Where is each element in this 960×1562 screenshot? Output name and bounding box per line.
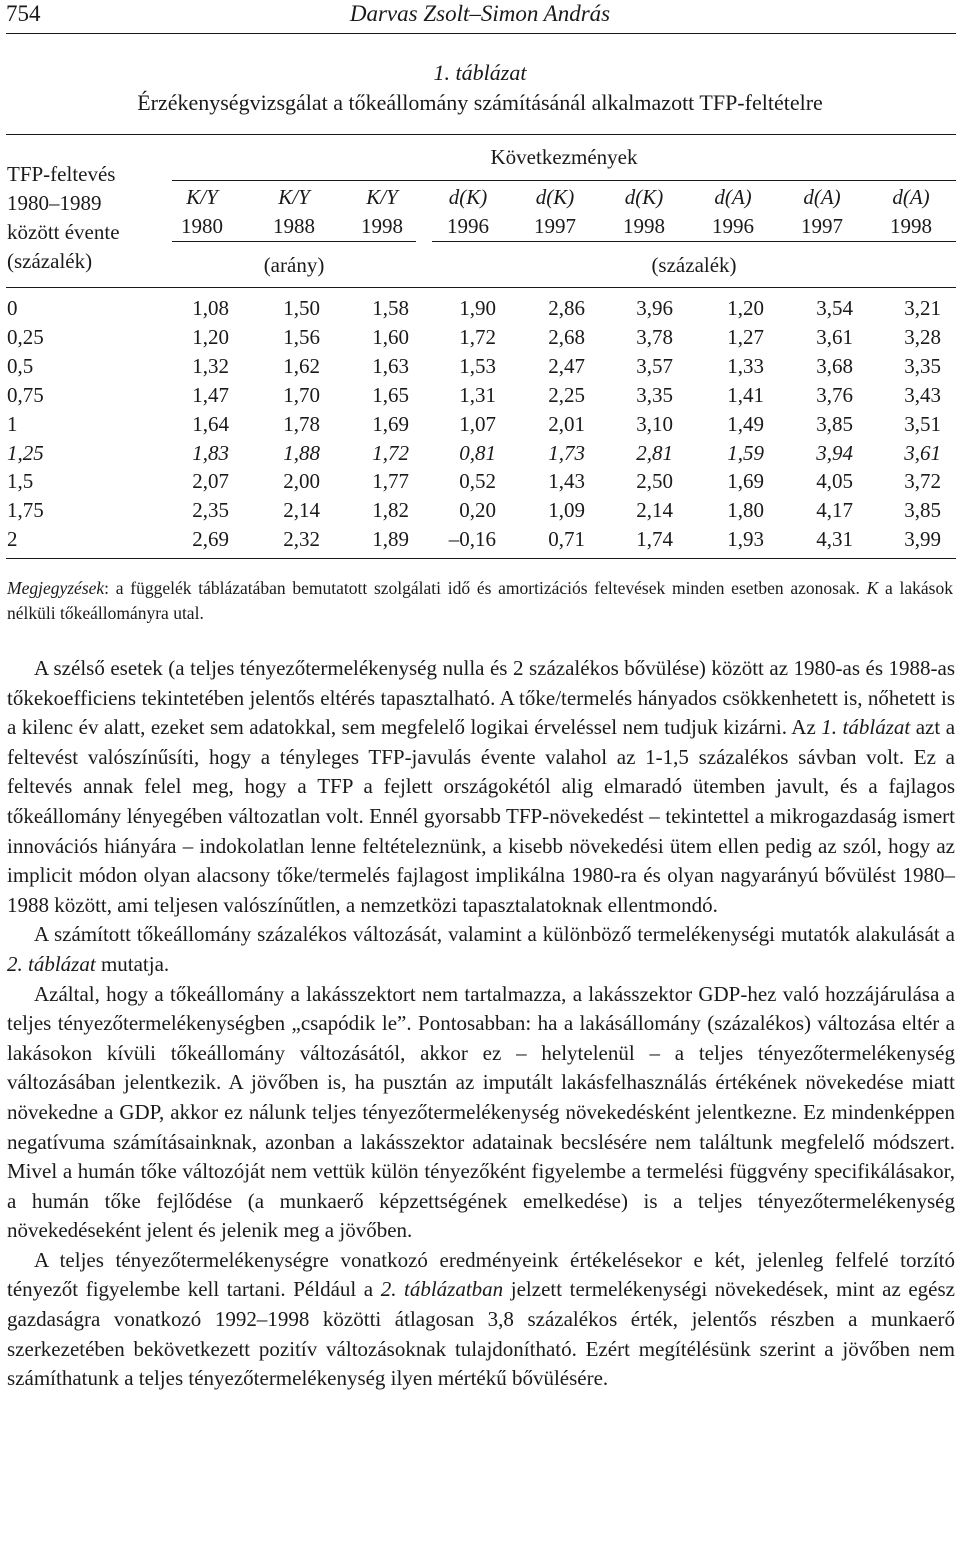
table-cell: 2,86 bbox=[548, 296, 585, 320]
page-number: 754 bbox=[6, 1, 41, 26]
body-text bbox=[7, 654, 955, 1394]
notes-label: Megjegyzések bbox=[7, 578, 105, 598]
column-variable: d(A) bbox=[714, 185, 752, 209]
table-reference: 2. táblázatban bbox=[380, 1277, 504, 1302]
table-cell: 3,61 bbox=[904, 440, 941, 465]
column-variable: d(A) bbox=[803, 185, 841, 209]
column-year: 1996 bbox=[712, 214, 754, 238]
notes-text: a lakások nélküli tőkeállományra utal. bbox=[7, 578, 953, 623]
table-cell: 3,43 bbox=[904, 382, 941, 407]
column-header bbox=[347, 183, 417, 241]
column-header bbox=[520, 183, 590, 241]
paragraph bbox=[7, 654, 955, 920]
column-variable: d(K) bbox=[448, 185, 488, 209]
table-cell: 0,81 bbox=[459, 440, 496, 465]
table-cell: 1,72 bbox=[372, 440, 409, 465]
table-cell: 1,20 bbox=[192, 324, 229, 349]
table-cell: 1,83 bbox=[192, 440, 229, 465]
table-cell: 1,80 bbox=[727, 498, 764, 523]
table-top-rule bbox=[6, 134, 956, 135]
table-cell: 1,63 bbox=[372, 353, 409, 378]
paragraph: Azáltal, hogy a tőkeállomány a lakásszektort nem tartalmazza, a lakásszektor GDP-hez való hozzájárulása a teljes tényezőtermelékenységben „csapódik le”. Pontosabban: ha a lakásállomány (százalékos) változása eltér a lakásokon kívüli tőkeállomány változásától, akkor ez – helytelenül – a teljes tényezőtermelékenység változásában jelentkezik. A jövőben is, ha pusztán az imputált lakásfelhasználás értékének növekedése miatt növekedne a GDP, akkor ez nálunk teljes tényezőtermelékenység növekedésként jelentkezne. Ez mindenképpen negatívuma számításainknak, azonban a lakásszektor adatainak becslésére nem találtunk megfelelő módszert. Mivel a humán tőke változóját nem vettük külön tényezőként figyelembe a termelési függvény specifikálásakor, a humán tőke fejlődése (a munkaerő képzettségének emelkedése) is a teljes tényezőtermelékenység növekedéseként jelent és jelenik meg a jövőben. bbox=[7, 981, 955, 1243]
header-rule bbox=[6, 33, 956, 34]
table-notes bbox=[7, 576, 953, 626]
table-cell: 1,62 bbox=[283, 353, 320, 378]
row-label: 0,25 bbox=[7, 324, 44, 349]
column-header bbox=[167, 183, 237, 241]
spanner-rule-ratio bbox=[172, 241, 416, 242]
column-header bbox=[698, 183, 768, 241]
spanner-rule-percent bbox=[432, 241, 956, 242]
table-cell: 2,81 bbox=[636, 440, 673, 465]
paragraph-text: A szélső esetek (a teljes tényezőtermelékenység nulla és 2 százalékos bővülése) között az 1980-as és 1988-as tőkekoefficiens tekintetében jelentős eltérés tapasztalható. A tőke/termelés hányados csökkenhetett is, nőhetett is a kilenc év alatt, ezeket sem adatokkal, sem megfelelő logikai érveléssel nem tudjuk kizárni. Az bbox=[7, 656, 955, 740]
column-year: 1980 bbox=[181, 214, 223, 238]
row-label: 0,75 bbox=[7, 382, 44, 407]
column-header bbox=[609, 183, 679, 241]
table-cell: 1,50 bbox=[283, 296, 320, 320]
row-label: 1 bbox=[7, 411, 18, 436]
table-cell: 1,65 bbox=[372, 382, 409, 407]
column-year: 1997 bbox=[801, 214, 843, 238]
table-cell: 2,00 bbox=[283, 469, 320, 494]
table-cell: 3,35 bbox=[904, 353, 941, 378]
table-title: Érzékenységvizsgálat a tőkeállomány számításánál alkalmazott TFP-feltételre bbox=[137, 90, 823, 115]
column-year: 1997 bbox=[534, 214, 576, 238]
column-variable: d(K) bbox=[624, 185, 664, 209]
table-cell: 3,85 bbox=[816, 411, 853, 436]
column-year: 1998 bbox=[890, 214, 932, 238]
spanner-consequences: Következmények bbox=[490, 145, 638, 169]
table-cell: 1,08 bbox=[192, 296, 229, 320]
stub-header-line: (százalék) bbox=[7, 249, 93, 273]
table-cell: 1,78 bbox=[283, 411, 320, 436]
column-header bbox=[876, 183, 946, 241]
column-variable: d(K) bbox=[535, 185, 575, 209]
table-cell: 3,10 bbox=[636, 411, 673, 436]
row-label: 0 bbox=[7, 296, 18, 320]
notes-text: : a függelék táblázatában bemutatott szolgálati idő és amortizációs feltevések minden esetben azonosak. bbox=[104, 578, 867, 598]
column-variable: K/Y bbox=[278, 185, 310, 209]
row-label: 2 bbox=[7, 527, 18, 552]
table-cell: 1,41 bbox=[727, 382, 764, 407]
table-cell: 2,69 bbox=[192, 527, 229, 552]
table-cell: 1,64 bbox=[192, 411, 229, 436]
table-cell: 3,85 bbox=[904, 498, 941, 523]
column-year: 1988 bbox=[273, 214, 315, 238]
row-label: 1,75 bbox=[7, 498, 44, 523]
row-label: 1,25 bbox=[7, 440, 44, 465]
stub-header-line: között évente bbox=[7, 220, 120, 244]
column-year: 1996 bbox=[447, 214, 489, 238]
table-cell: 1,69 bbox=[727, 469, 764, 494]
table-cell: 1,70 bbox=[283, 382, 320, 407]
table-cell: 1,73 bbox=[548, 440, 585, 465]
table-cell: 1,72 bbox=[459, 324, 496, 349]
column-variable: d(A) bbox=[892, 185, 930, 209]
table-reference: 2. táblázat bbox=[7, 951, 96, 976]
running-head: Darvas Zsolt–Simon András bbox=[349, 1, 611, 26]
table-cell: 3,57 bbox=[636, 353, 673, 378]
table-cell: 2,68 bbox=[548, 324, 585, 349]
table-cell: 1,58 bbox=[372, 296, 409, 320]
stub-header-line: 1980–1989 bbox=[7, 191, 102, 215]
table-cell: 3,51 bbox=[904, 411, 941, 436]
table-number: 1. táblázat bbox=[433, 60, 527, 85]
table-cell: 1,09 bbox=[548, 498, 585, 523]
column-variable: K/Y bbox=[366, 185, 398, 209]
table-cell: 1,47 bbox=[192, 382, 229, 407]
table-cell: 3,68 bbox=[816, 353, 853, 378]
table-header-bottom-rule bbox=[6, 287, 956, 288]
table-cell: 1,31 bbox=[459, 382, 496, 407]
table-cell: 1,90 bbox=[459, 296, 496, 320]
table-cell: 4,17 bbox=[816, 498, 853, 523]
table-cell: 0,71 bbox=[548, 527, 585, 552]
table-cell: 0,52 bbox=[459, 469, 496, 494]
table-cell: 3,54 bbox=[816, 296, 853, 320]
table-cell: 1,20 bbox=[727, 296, 764, 320]
table-cell: 2,50 bbox=[636, 469, 673, 494]
paragraph-text: jelzett termelékenységi növekedések, mint az egész gazdaságra vonatkozó 1992–1998 közötti átlagosan 3,8 százalékos érték, jelentős részben a munkaerő szerkezetében bekövetkezett pozitív változásoknak tulajdonítható. Ezért megítélésünk szerint a jövőben nem számíthatunk a teljes tényezőtermelékenység ilyen mértékű bővülésére. bbox=[7, 1277, 955, 1391]
spanner-rule-consequences bbox=[172, 180, 956, 181]
table-cell: –0,16 bbox=[448, 527, 496, 552]
table-cell: 1,82 bbox=[372, 498, 409, 523]
table-cell: 3,21 bbox=[904, 296, 941, 320]
table-cell: 1,77 bbox=[372, 469, 409, 494]
paragraph bbox=[7, 920, 955, 979]
table-cell: 2,32 bbox=[283, 527, 320, 552]
table-cell: 3,35 bbox=[636, 382, 673, 407]
paragraph-text: A számított tőkeállomány százalékos változását, valamint a különböző termelékenységi mutatók alakulását a bbox=[34, 922, 955, 947]
table-cell: 1,89 bbox=[372, 527, 409, 552]
table-cell: 4,31 bbox=[816, 527, 853, 552]
table-cell: 1,43 bbox=[548, 469, 585, 494]
table-cell: 1,33 bbox=[727, 353, 764, 378]
table-cell: 1,32 bbox=[192, 353, 229, 378]
table-cell: 1,49 bbox=[727, 411, 764, 436]
table-cell: 1,07 bbox=[459, 411, 496, 436]
table-cell: 3,28 bbox=[904, 324, 941, 349]
row-label: 1,5 bbox=[7, 469, 34, 494]
table-reference: 1. táblázat bbox=[821, 715, 911, 740]
table-cell: 3,76 bbox=[816, 382, 853, 407]
table-cell: 3,94 bbox=[816, 440, 853, 465]
column-variable: K/Y bbox=[186, 185, 218, 209]
table-cell: 1,93 bbox=[727, 527, 764, 552]
table-bottom-rule bbox=[6, 558, 956, 559]
notes-k-symbol: K bbox=[866, 578, 879, 598]
table-cell: 1,74 bbox=[636, 527, 673, 552]
table-cell: 1,56 bbox=[283, 324, 320, 349]
table-cell: 3,61 bbox=[816, 324, 853, 349]
paragraph-text: A teljes tényezőtermelékenységre vonatkozó eredményeink értékelésekor e két, jelenleg felfelé torzító tényezőt figyelembe kell tartani. Például a bbox=[7, 1247, 955, 1302]
row-label: 0,5 bbox=[7, 353, 34, 378]
paragraph-text: azt a feltevést valószínűsíti, hogy a tényleges TFP-javulás évente valahol az 1-1,5 százalékos sávban volt. Ez a feltevés annak felel meg, hogy a TFP a fejlett országokétól alig elmaradó ütemben javult, és a fajlagos tőkeállomány lényegében változatlan volt. Ennél gyorsabb TFP-növekedést – tekintettel a mikrogazdaság ismert innovációs hiányára – indokolatlan lenne feltételeznünk, a kisebb növekedési ütem ellen pedig az szól, hogy az implicit módon olyan alacsony tőke/termelés fajlagost implikálna 1980-ra és olyan nagyarányú bővülést 1980–1988 között, ami teljesen valószínűtlen, a nemzetközi tapasztalatoknak ellentmondó. bbox=[7, 715, 956, 917]
paragraph bbox=[7, 1246, 955, 1394]
spanner-percent: (százalék) bbox=[651, 253, 737, 277]
table-cell: 2,14 bbox=[283, 498, 320, 523]
column-year: 1998 bbox=[623, 214, 665, 238]
table-cell: 1,27 bbox=[727, 324, 764, 349]
table-cell: 1,60 bbox=[372, 324, 409, 349]
table-cell: 4,05 bbox=[816, 469, 853, 494]
spanner-ratio: (arány) bbox=[263, 253, 325, 277]
table-cell: 3,72 bbox=[904, 469, 941, 494]
table-cell: 0,20 bbox=[459, 498, 496, 523]
table-cell: 2,07 bbox=[192, 469, 229, 494]
stub-header bbox=[7, 160, 120, 276]
table-cell: 3,99 bbox=[904, 527, 941, 552]
table-cell: 1,88 bbox=[283, 440, 320, 465]
column-year: 1998 bbox=[361, 214, 403, 238]
table-cell: 2,01 bbox=[548, 411, 585, 436]
table-cell: 3,96 bbox=[636, 296, 673, 320]
column-header bbox=[433, 183, 503, 241]
table-cell: 1,59 bbox=[727, 440, 764, 465]
table-cell: 1,69 bbox=[372, 411, 409, 436]
table-cell: 2,25 bbox=[548, 382, 585, 407]
column-header bbox=[787, 183, 857, 241]
table-cell: 1,53 bbox=[459, 353, 496, 378]
stub-header-line: TFP-feltevés bbox=[7, 162, 116, 186]
paragraph-text: mutatja. bbox=[95, 951, 170, 976]
column-header bbox=[259, 183, 329, 241]
table-cell: 2,35 bbox=[192, 498, 229, 523]
table-cell: 2,14 bbox=[636, 498, 673, 523]
table-cell: 3,78 bbox=[636, 324, 673, 349]
table-cell: 2,47 bbox=[548, 353, 585, 378]
